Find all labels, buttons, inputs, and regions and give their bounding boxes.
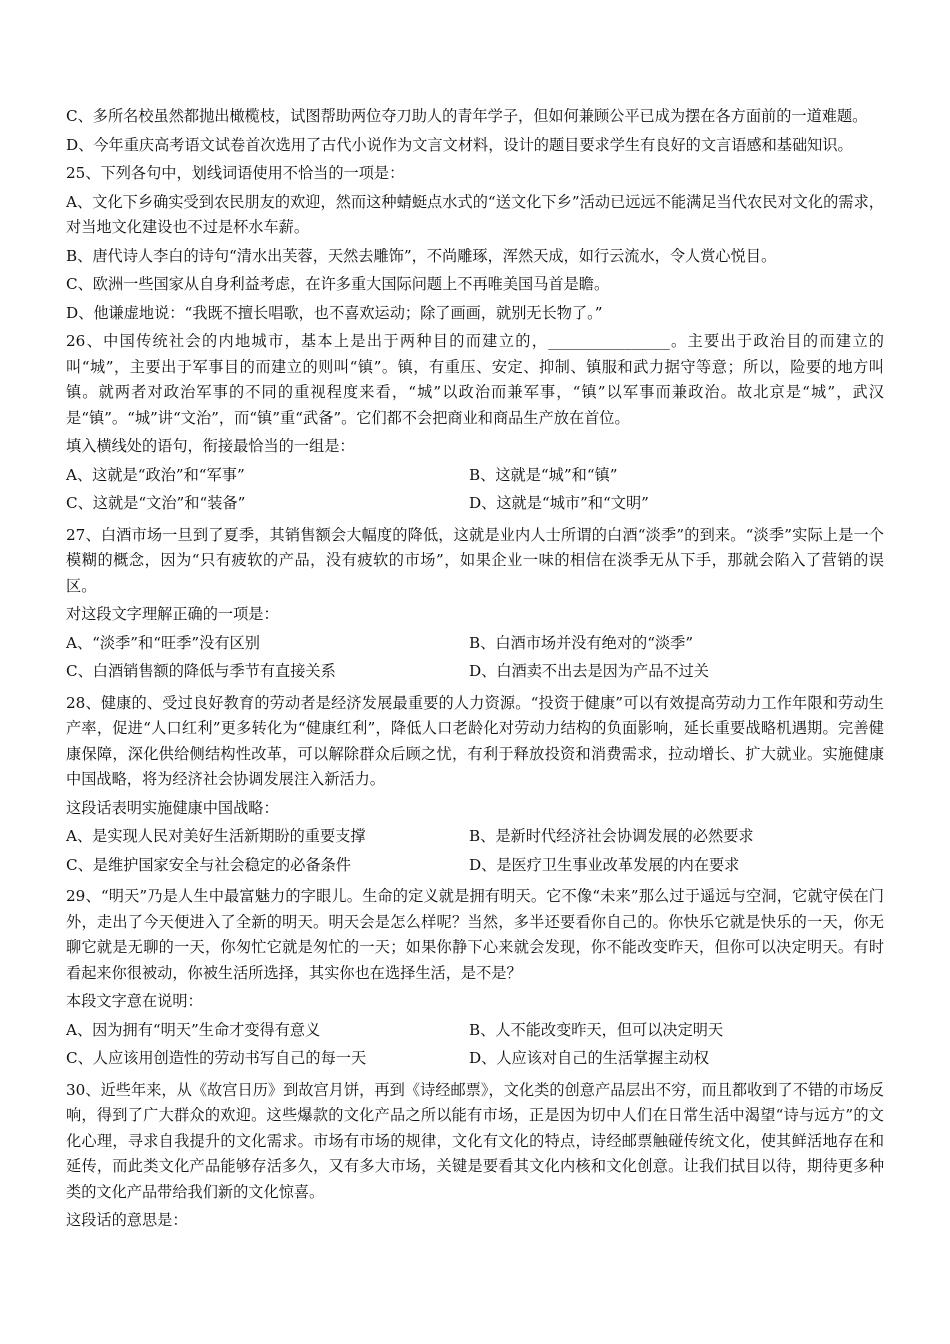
paragraph: 26、中国传统社会的内地城市，基本上是出于两种目的而建立的，________________。主要出于政治目的而建立的叫“城”，主要出于军事目的而建立的则叫“镇”。镇，有重压、安定、抑制、镇服和武力据守等意；所以，险要的地方叫镇。就两者对政治军事的不同的重视程度来看，“城”以政治而兼军事，“镇”以军事而兼政治。故北京是“城”，武汉是“镇”。“城”讲“文治”，而“镇”重“武备”。它们都不会把商业和商品生产放在首位。 [66,332,884,427]
paragraph: 30、近些年来，从《故宫日历》到故宫月饼，再到《诗经邮票》，文化类的创意产品层出不穷，而且都收到了不错的市场反响，得到了广大群众的欢迎。这些爆款的文化产品之所以能有市场，正是因为切中人们在日常生活中渴望“诗与远方”的文化心理，寻求自我提升的文化需求。市场有市场的规律，文化有文化的特点，诗经邮票触碰传统文化，使其鲜活地存在和延传，而此类文化产品能够存活多久，又有多大市场，关键是要看其文化内核和文化创意。让我们拭目以待，期待更多种类的文化产品带给我们新的文化惊喜。 [66,1080,884,1201]
answer-option: C、这就是“文治”和“装备” [66,494,246,512]
paragraph: 29、“明天”乃是人生中最富魅力的字眼儿。生命的定义就是拥有明天。它不像“未来”那么过于遥远与空洞，它就守侯在门外，走出了今天便进入了全新的明天。明天会是怎么样呢？当然，多半还要看你自己的。你快乐它就是快乐的一天，你无聊它就是无聊的一天，你匆忙它就是匆忙的一天；如果你静下心来就会发现，你不能改变昨天，但你可以决定明天。有时看起来你很被动，你被生活所选择，其实你也在选择生活，是不是？ [66,887,884,982]
paragraph: 本段文字意在说明： [66,992,203,1010]
answer-option: A、“淡季”和“旺季”没有区别 [66,633,260,652]
answer-option: A、是实现人民对美好生活新期盼的重要支撑 [66,827,366,845]
answer-options [66,824,884,881]
answer-option: D、人应该对自己的生活掌握主动权 [469,1049,709,1067]
answer-option: B、是新时代经济社会协调发展的必然要求 [469,827,754,845]
answer-option: C、是维护国家安全与社会稳定的必备条件 [66,855,351,874]
paragraph: 对这段文字理解正确的一项是： [66,605,279,623]
answer-option: B、人不能改变昨天，但可以决定明天 [469,1020,724,1039]
paragraph: 这段话的意思是： [66,1211,188,1229]
paragraph: 27、白酒市场一旦到了夏季，其销售额会大幅度的降低，这就是业内人士所谓的白酒“淡季”的到来。“淡季”实际上是一个模糊的概念，因为“只有疲软的产品，没有疲软的市场”，如果企业一味的相信在淡季无从下手，那就会陷入了营销的误区。 [66,525,884,595]
paragraph: C、多所名校虽然都抛出橄榄枝，试图帮助两位夺刀助人的青年学子，但如何兼顾公平已成为摆在各方面前的一道难题。 [66,107,868,125]
answer-options [66,463,884,520]
answer-option: B、这就是“城”和“镇” [469,465,618,484]
paragraph: 25、下列各句中，划线词语使用不恰当的一项是： [66,164,405,182]
answer-option: A、因为拥有“明天”生命才变得有意义 [66,1020,321,1039]
answer-option: C、人应该用创造性的劳动书写自己的每一天 [66,1049,367,1067]
answer-option: A、这就是“政治”和“军事” [66,465,245,484]
paragraph: D、今年重庆高考语文试卷首次选用了古代小说作为文言文材料，设计的题目要求学生有良好的文言语感和基础知识。 [66,135,853,154]
answer-option: D、白酒卖不出去是因为产品不过关 [469,662,709,680]
paragraph: 28、健康的、受过良好教育的劳动者是经济发展最重要的人力资源。“投资于健康”可以有效提高劳动力工作年限和劳动生产率，促进“人口红利”更多转化为“健康红利”，降低人口老龄化对劳动力结构的负面影响，延长重要战略机遇期。完善健康保障，深化供给侧结构性改革，可以解除群众后顾之忧，有利于释放投资和消费需求，拉动增长、扩大就业。实施健康中国战略，将为经济社会协调发展注入新活力。 [66,693,884,788]
paragraph: C、欧洲一些国家从自身利益考虑，在许多重大国际问题上不再唯美国马首是瞻。 [66,275,610,293]
answer-option: C、白酒销售额的降低与季节有直接关系 [66,662,336,680]
paragraph: 填入横线处的语句，衔接最恰当的一组是： [66,437,355,455]
paragraph: A、文化下乡确实受到农民朋友的欢迎，然而这种蜻蜓点水式的“送文化下乡”活动已远远不能满足当代农民对文化的需求，对当地文化建设也不过是杯水车薪。 [66,192,884,236]
paragraph: 这段话表明实施健康中国战略： [66,798,279,817]
answer-option: B、白酒市场并没有绝对的“淡季” [469,633,694,652]
paragraph: D、他谦虚地说：“我既不擅长唱歌，也不喜欢运动；除了画画，就别无长物了。” [66,303,603,322]
paragraph: B、唐代诗人李白的诗句“清水出芙蓉，天然去雕饰”，不尚雕琢，浑然天成，如行云流水，令人赏心悦目。 [66,246,777,265]
answer-options [66,1018,884,1075]
answer-options [66,631,884,688]
answer-option: D、这就是“城市”和“文明” [469,494,649,512]
answer-option: D、是医疗卫生事业改革发展的内在要求 [469,855,740,874]
